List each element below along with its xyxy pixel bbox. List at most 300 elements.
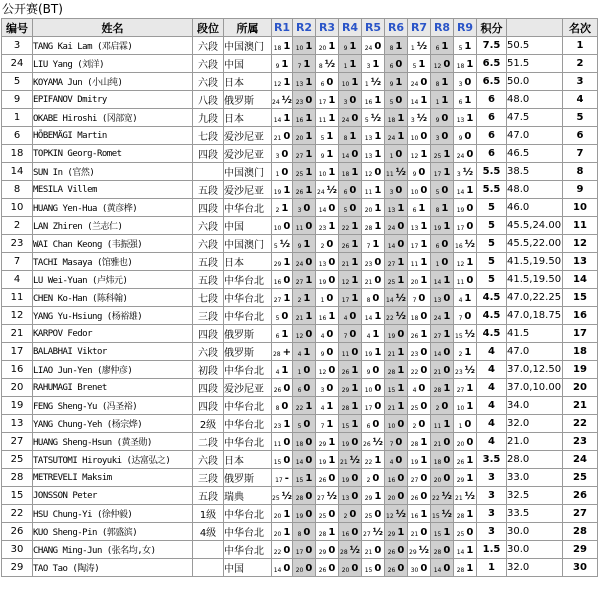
opponent-number: 1 [320,297,325,304]
round-result-cell [362,325,385,343]
game-result: 1 [326,401,334,412]
player-name: OKABE Hiroshi (冈部宽) [33,109,193,127]
opponent-number: 22 [295,405,304,412]
player-number: 12 [2,307,33,325]
round-result-cell [339,37,362,55]
round-result-cell [316,361,339,379]
opponent-number: 28 [295,495,304,502]
round-result-cell [431,55,454,73]
round-result-cell [293,145,316,163]
round-result-cell [431,217,454,235]
round-result-cell [339,505,362,523]
opponent-number: 20 [341,567,350,574]
player-team: 俄罗斯 [224,325,272,343]
game-result: 0 [326,293,334,304]
round-result-cell [272,145,293,163]
game-result: 1 [351,383,359,394]
game-result: 0 [374,545,382,556]
game-result: 1 [420,455,428,466]
game-result: 0 [397,221,405,232]
round-result-cell [431,127,454,145]
game-result: 1 [305,167,313,178]
player-tiebreak: 37.0,12.50 [507,361,563,379]
round-result-cell [362,235,385,253]
game-result: 0 [283,383,291,394]
round-result-cell [431,235,454,253]
game-result: 1 [420,437,428,448]
round-result-cell [272,289,293,307]
round-result-cell [431,451,454,469]
round-result-cell [339,523,362,541]
opponent-number: 22 [410,369,419,376]
opponent-number: 12 [386,513,394,520]
round-result-cell [385,361,408,379]
header-r3: R3 [316,19,339,37]
game-result: 1 [395,41,403,52]
game-result: 1 [281,203,289,214]
opponent-number: 28 [433,387,442,394]
opponent-number: 23 [455,369,463,376]
round-result-cell [316,379,339,397]
round-result-cell [454,397,477,415]
game-result: 0 [305,437,313,448]
player-number: 9 [2,91,33,109]
opponent-number: 22 [432,495,440,502]
opponent-number: 27 [273,297,282,304]
player-place: 17 [563,325,598,343]
opponent-number: 22 [364,459,373,466]
round-result-cell [339,145,362,163]
round-result-cell [454,73,477,91]
round-result-cell [272,163,293,181]
round-result-cell [431,91,454,109]
round-result-cell [385,325,408,343]
opponent-number: 11 [386,171,394,178]
table-row [2,199,598,217]
game-result: 0 [397,329,405,340]
game-result: 1 [464,95,472,106]
opponent-number: 21 [364,549,373,556]
opponent-number: 25 [295,171,304,178]
player-team: 爱沙尼亚 [224,145,272,163]
opponent-number: 3 [297,207,302,214]
game-result: 1 [466,185,474,196]
game-result: ½ [416,41,428,52]
opponent-number: 3 [343,99,348,106]
game-result: 0 [328,509,336,520]
round-result-cell [362,559,385,577]
opponent-number: 29 [387,531,396,538]
opponent-number: 9 [320,153,325,160]
player-team: 中华台北 [224,541,272,559]
opponent-number: 16 [387,477,396,484]
game-result: 0 [397,545,405,556]
opponent-number: 7 [389,441,394,448]
round-result-cell [339,73,362,91]
header-tiebreak [507,19,563,37]
round-result-cell [454,271,477,289]
round-result-cell [293,433,316,451]
opponent-number: 14 [387,243,396,250]
game-result: 1 [397,131,405,142]
round-result-cell [385,127,408,145]
player-name: BALABHAI Viktor [33,343,193,361]
player-name: CHEN Ko-Han (陈科翰) [33,289,193,307]
game-result: 0 [395,149,403,160]
game-result: 1 [443,167,451,178]
player-place: 25 [563,469,598,487]
opponent-number: 28 [341,405,350,412]
round-result-cell [362,361,385,379]
round-result-cell [272,325,293,343]
player-tiebreak: 47.5 [507,109,563,127]
table-row [2,253,598,271]
game-result: 0 [328,257,336,268]
round-result-cell [431,199,454,217]
opponent-number: 9 [435,117,440,124]
player-team: 中华台北 [224,307,272,325]
round-result-cell [293,559,316,577]
round-result-cell [293,181,316,199]
opponent-number: 15 [295,477,304,484]
opponent-number: 23 [410,351,419,358]
game-result: 1 [283,509,291,520]
player-rank: 四段 [193,379,224,397]
game-result: 0 [351,473,359,484]
header-r2: R2 [293,19,316,37]
game-result: 1 [466,509,474,520]
round-result-cell [454,109,477,127]
player-rank: 八段 [193,91,224,109]
player-tiebreak: 47.0 [507,127,563,145]
opponent-number: 4 [343,315,348,322]
round-result-cell [408,343,431,361]
round-result-cell [339,289,362,307]
header-r8: R8 [431,19,454,37]
round-result-cell [454,433,477,451]
game-result: 1 [466,545,474,556]
round-result-cell [408,469,431,487]
player-rank: 2级 [193,415,224,433]
round-result-cell [362,415,385,433]
opponent-number: 20 [295,135,304,142]
game-result: 0 [303,203,311,214]
player-score: 3 [477,469,507,487]
table-row [2,55,598,73]
round-result-cell [316,271,339,289]
round-result-cell [408,325,431,343]
round-result-cell [385,379,408,397]
game-result: 0 [443,563,451,574]
round-result-cell [362,73,385,91]
round-result-cell [431,541,454,559]
game-result: 0 [441,257,449,268]
opponent-number: 12 [364,171,373,178]
player-score: 4.5 [477,289,507,307]
round-result-cell [431,109,454,127]
player-rank: 六段 [193,235,224,253]
game-result: 0 [464,419,472,430]
player-place: 11 [563,217,598,235]
player-place: 28 [563,523,598,541]
game-result: 1 [283,419,291,430]
opponent-number: 28 [433,549,442,556]
opponent-number: 14 [456,189,465,196]
player-name: TACHI Masaya (馆雅也) [33,253,193,271]
game-result: 1 [374,203,382,214]
opponent-number: 9 [343,45,348,52]
game-result: ½ [372,437,383,448]
player-team: 中华台北 [224,415,272,433]
opponent-number: 10 [387,423,396,430]
opponent-number: 12 [456,261,465,268]
opponent-number: 19 [456,207,465,214]
game-result: 1 [351,221,359,232]
game-result: 1 [281,365,289,376]
opponent-number: 26 [341,243,350,250]
game-result: 1 [326,131,334,142]
player-score: 4 [477,415,507,433]
game-result: 1 [397,257,405,268]
game-result: 1 [443,311,451,322]
round-result-cell [316,235,339,253]
opponent-number: 12 [341,279,350,286]
player-team: 中国 [224,559,272,577]
opponent-number: 8 [297,531,302,538]
round-result-cell [316,55,339,73]
game-result: 0 [420,347,428,358]
opponent-number: 16 [295,117,304,124]
round-result-cell [454,37,477,55]
game-result: 0 [395,185,403,196]
game-result: 1 [328,311,336,322]
opponent-number: 5 [273,243,278,250]
player-name: TOPKIN Georg-Romet [33,145,193,163]
game-result: 1 [351,275,359,286]
opponent-number: 16 [455,243,463,250]
header-name: 姓名 [33,19,193,37]
round-result-cell [431,433,454,451]
opponent-number: 9 [275,63,280,70]
round-result-cell [385,397,408,415]
game-result: 0 [441,401,449,412]
opponent-number: 17 [295,549,304,556]
table-row [2,469,598,487]
round-result-cell [408,361,431,379]
opponent-number: 12 [295,333,304,340]
player-rank: 六段 [193,73,224,91]
table-row [2,145,598,163]
opponent-number: 13 [410,225,419,232]
player-score: 4 [477,343,507,361]
round-result-cell [272,361,293,379]
game-result: 0 [441,239,449,250]
player-team: 爱沙尼亚 [224,181,272,199]
player-team: 爱沙尼亚 [224,379,272,397]
game-result: 1 [466,401,474,412]
opponent-number: 5 [364,117,369,124]
player-number: 22 [2,505,33,523]
game-result: 1 [305,311,313,322]
round-result-cell [385,541,408,559]
game-result: 1 [374,491,382,502]
game-result: ½ [281,491,292,502]
player-score: 6 [477,127,507,145]
player-name: YANG Chung-Yeh (杨宗烨) [33,415,193,433]
round-result-cell [431,379,454,397]
round-result-cell [408,559,431,577]
game-result: 1 [374,185,382,196]
opponent-number: 4 [320,333,325,340]
round-result-cell [316,325,339,343]
round-result-cell [362,289,385,307]
opponent-number: 29 [456,477,465,484]
opponent-number: 4 [458,297,463,304]
player-rank: 六段 [193,37,224,55]
opponent-number: 3 [410,117,415,124]
opponent-number: 10 [410,189,419,196]
game-result: ½ [464,239,475,250]
table-row [2,235,598,253]
game-result: 1 [328,113,336,124]
round-result-cell [362,91,385,109]
round-result-cell [385,253,408,271]
round-result-cell [408,307,431,325]
round-result-cell [385,199,408,217]
opponent-number: 8 [389,45,394,52]
round-result-cell [431,415,454,433]
round-result-cell [293,235,316,253]
opponent-number: 21 [387,351,396,358]
player-tiebreak: 34.0 [507,397,563,415]
opponent-number: 2 [458,351,463,358]
opponent-number: 4 [297,351,302,358]
game-result: 0 [374,275,382,286]
round-result-cell [339,181,362,199]
round-result-cell [316,541,339,559]
player-name: KOYAMA Jun (小山纯) [33,73,193,91]
game-result: 0 [441,131,449,142]
player-number: 15 [2,487,33,505]
player-team: 中华台北 [224,271,272,289]
round-result-cell [272,343,293,361]
player-rank [193,541,224,559]
round-result-cell [408,235,431,253]
round-result-cell [293,523,316,541]
game-result: 1 [374,131,382,142]
round-result-cell [408,541,431,559]
opponent-number: 15 [364,567,373,574]
round-result-cell [454,343,477,361]
opponent-number: 10 [410,135,419,142]
player-score: 5 [477,199,507,217]
player-score: 6 [477,109,507,127]
player-rank: 四段 [193,199,224,217]
game-result: 1 [349,59,357,70]
player-rank: 初段 [193,361,224,379]
round-result-cell [431,397,454,415]
round-result-cell [362,163,385,181]
player-score: 7.5 [477,37,507,55]
player-number: 19 [2,397,33,415]
header-score: 积分 [477,19,507,37]
game-result: 0 [303,365,311,376]
game-result: 0 [374,563,382,574]
round-result-cell [385,307,408,325]
opponent-number: 10 [456,405,465,412]
opponent-number: 28 [364,225,373,232]
round-result-cell [362,217,385,235]
opponent-number: 5 [412,63,417,70]
player-team: 日本 [224,253,272,271]
round-result-cell [408,415,431,433]
opponent-number: 14 [318,207,327,214]
game-result: 1 [443,329,451,340]
game-result: 1 [466,473,474,484]
table-row [2,181,598,199]
round-result-cell [454,145,477,163]
round-result-cell [293,451,316,469]
round-result-cell [454,469,477,487]
game-result: 0 [443,59,451,70]
game-result: 1 [420,509,428,520]
player-score: 5.5 [477,163,507,181]
round-result-cell [293,307,316,325]
player-score: 5 [477,235,507,253]
game-result: ½ [464,491,475,502]
game-result: 1 [326,419,334,430]
player-tiebreak: 33.5 [507,505,563,523]
opponent-number: 7 [343,333,348,340]
game-result: 1 [464,347,472,358]
round-result-cell [293,109,316,127]
player-number: 14 [2,163,33,181]
game-result: 0 [397,239,405,250]
player-team: 俄罗斯 [224,91,272,109]
opponent-number: 27 [295,153,304,160]
player-number: 13 [2,415,33,433]
player-score: 3 [477,487,507,505]
opponent-number: 16 [341,531,350,538]
game-result: 1 [305,131,313,142]
round-result-cell [293,487,316,505]
game-result: 0 [395,437,403,448]
round-result-cell [362,145,385,163]
game-result: 0 [351,149,359,160]
game-result: ½ [324,59,336,70]
round-result-cell [339,469,362,487]
game-result: 0 [443,293,451,304]
round-result-cell [362,127,385,145]
player-rank [193,163,224,181]
player-name: FENG Sheng-Yu (冯圣裕) [33,397,193,415]
game-result: 1 [349,41,357,52]
opponent-number: 27 [317,495,325,502]
round-result-cell [293,325,316,343]
opponent-number: 29 [318,549,327,556]
round-result-cell [362,55,385,73]
game-result: 0 [466,149,474,160]
opponent-number: 18 [295,441,304,448]
player-rank [193,559,224,577]
opponent-number: 11 [364,189,373,196]
opponent-number: 8 [435,81,440,88]
game-result: 0 [374,401,382,412]
game-result: 0 [374,257,382,268]
opponent-number: 13 [295,81,304,88]
game-result: 0 [420,185,428,196]
game-result: 1 [374,149,382,160]
